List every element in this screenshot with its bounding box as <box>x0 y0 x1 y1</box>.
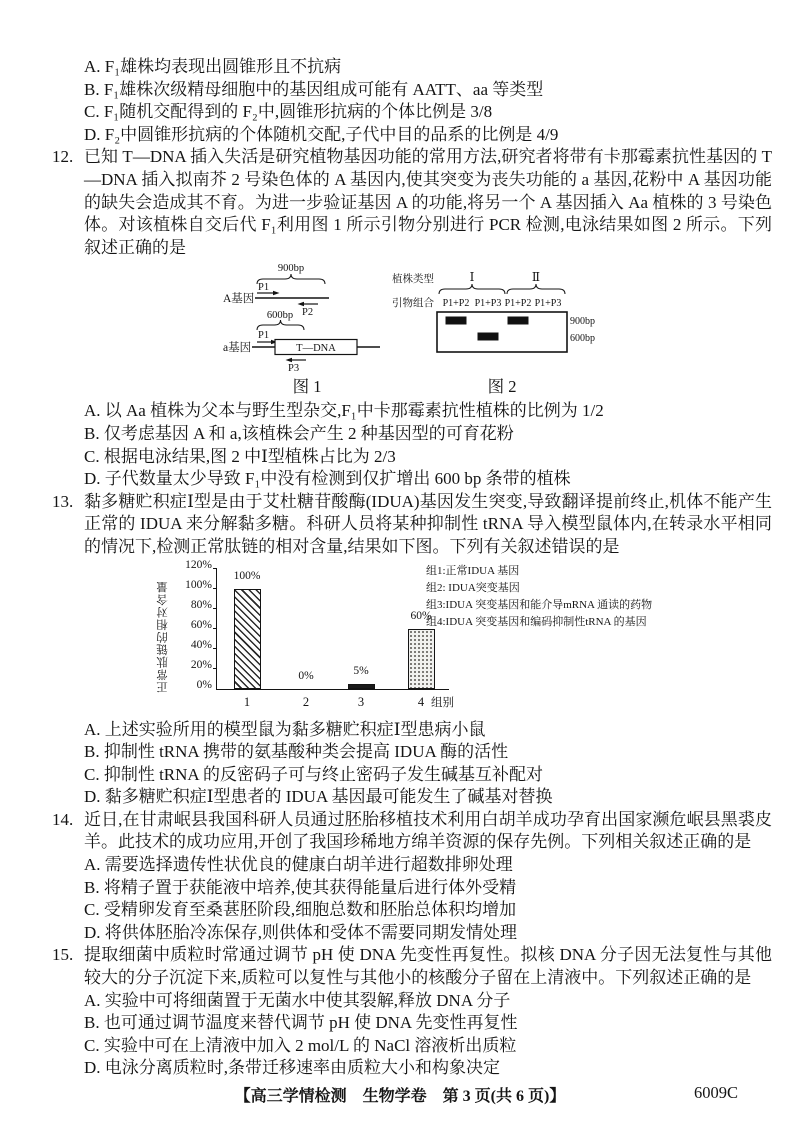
option-a: A. 上述实验所用的模型鼠为黏多糖贮积症Ⅰ型患病小鼠 <box>84 719 486 739</box>
legend-group-4: 组4:IDUA 突变基因和编码抑制性tRNA 的基因 <box>426 615 647 628</box>
question-body <box>84 809 772 945</box>
question-15 <box>52 944 772 1080</box>
question-number: 15. <box>52 945 74 965</box>
plant-type-2: Ⅱ <box>531 270 541 285</box>
option-c: C. 根据电泳结果,图 2 中Ⅰ型植株占比为 2/3 <box>84 446 396 466</box>
bar-value-label: 100% <box>233 569 261 582</box>
lane-3-label: P1+P2 <box>504 298 532 310</box>
chart-bar-group-4 <box>408 629 435 689</box>
x-category-label: 3 <box>357 694 365 709</box>
option-c: C. 抑制性 tRNA 的反密码子可与终止密码子发生碱基互补配对 <box>84 764 544 784</box>
option-d: D. 子代数量太少导致 F₁中没有检测到仅扩增出 600 bp 条带的植株 <box>84 469 571 489</box>
chart-bar-group-1 <box>234 589 261 689</box>
option-c: C. 受精卵发育至桑葚胚阶段,细胞总数和胚胎总体积均增加 <box>84 900 517 920</box>
question-14 <box>52 809 772 945</box>
gene-a-label: A基因 <box>223 293 255 306</box>
question-stem: 黏多糖贮积症Ⅰ型是由于艾杜糖苷酸酶(IDUA)基因发生突变,导致翻译提前终止,机体不能产生正常的 IDUA 来分解黏多糖。科研人员将某种抑制性 tRNA 导入模型鼠体内,在转录水平相同的情况下,检测正常肽链的相对含量,结果如下图。下列有关叙述错误的是 <box>84 491 772 556</box>
primer-p2-label: P2 <box>302 307 314 319</box>
y-tick-label: 80% <box>190 598 212 611</box>
gel-band <box>508 317 528 324</box>
y-tick <box>213 588 217 589</box>
t-dna-label: T—DNA <box>296 343 336 355</box>
option-b: B. 仅考虑基因 A 和 a,该植株会产生 2 种基因型的可育花粉 <box>84 423 514 443</box>
bar-value-label: 60% <box>410 609 432 622</box>
question-12 <box>52 146 772 259</box>
peptide-chart <box>52 558 772 715</box>
option-d: D. 电泳分离质粒时,条带迁移速率由质粒大小和构象决定 <box>84 1058 501 1078</box>
y-tick-label: 0% <box>196 678 212 691</box>
question-stem: 已知 T—DNA 插入失活是研究植物基因功能的常用方法,研究者将带有卡那霉素抗性基因的 T—DNA 插入拟南芥 2 号染色体的 A 基因内,使其突变为丧失功能的 a 基因,花粉中 A 基因功能的缺失会造成其不育。为进一步验证基因 A 的功能,将另一个 A 基因插入 Aa 植株的 3 号染色体。对该植株自交后代 F₁利用图 1 所示引物分别进行 PCR 检测,电泳结果如图 2 所示。下列叙述正确的是 <box>84 147 772 257</box>
primer-p1-arrowhead <box>273 291 280 295</box>
primer-p1-label-2: P1 <box>258 330 270 342</box>
option-d: D. 将供体胚胎冷冻保存,则供体和受体不需要同期发情处理 <box>84 922 518 942</box>
y-tick-label: 40% <box>190 638 212 651</box>
question-13-options <box>84 719 772 809</box>
y-tick-label: 20% <box>190 658 212 671</box>
brace-600bp <box>257 320 304 330</box>
bar-value-label: 0% <box>298 669 314 682</box>
y-tick-label: 100% <box>185 578 212 591</box>
y-tick <box>213 568 217 569</box>
chart-y-axis-label: 正常肽链的相对含量 <box>157 580 169 693</box>
question-number: 14. <box>52 809 74 829</box>
lane-1-label: P1+P2 <box>442 298 470 310</box>
primer-p1-label: P1 <box>258 282 270 294</box>
fragment-length-900bp: 900bp <box>277 263 305 275</box>
figures-row <box>52 262 772 398</box>
chart-plot <box>185 558 454 709</box>
option-b: B. 将精子置于获能液中培养,使其获得能量后进行体外受精 <box>84 877 517 897</box>
question-number: 12. <box>52 147 74 167</box>
x-category-label: 2 <box>302 694 310 709</box>
option-a: A. 需要选择遗传性状优良的健康白胡羊进行超数排卵处理 <box>84 855 513 875</box>
brace-type-1 <box>439 284 505 294</box>
option-b: B. 抑制性 tRNA 携带的氨基酸种类会提高 IDUA 酶的活性 <box>84 742 509 762</box>
legend-group-2: 组2: IDUA突变基因 <box>426 581 520 594</box>
figure-2 <box>392 262 612 398</box>
figure-2-caption: 图 2 <box>487 376 517 396</box>
option-a: A. 实验中可将细菌置于无菌水中使其裂解,释放 DNA 分子 <box>84 990 511 1010</box>
bar-value-label: 5% <box>353 664 369 677</box>
brace-type-2 <box>507 284 565 294</box>
figure-1 <box>222 262 392 398</box>
plant-type-1: Ⅰ <box>469 270 475 285</box>
question-13 <box>52 491 772 559</box>
option-c: C. F₁随机交配得到的 F₂中,圆锥形抗病的个体比例是 3/8 <box>84 102 493 122</box>
x-category-label: 1 <box>243 694 251 709</box>
chart-x-axis-label: 组别 <box>431 696 454 709</box>
paper-code: 6009C <box>693 1083 738 1102</box>
lane-4-label: P1+P3 <box>534 298 562 310</box>
marker-900bp: 900bp <box>570 316 595 328</box>
option-c: C. 实验中可在上清液中加入 2 mol/L 的 NaCl 溶液析出质粒 <box>84 1035 517 1055</box>
primer-p3-arrowhead <box>286 358 293 362</box>
gel-band <box>446 317 466 324</box>
y-tick <box>213 668 217 669</box>
primer-p3-label: P3 <box>288 363 300 373</box>
primer-combo-label: 引物组合 <box>392 298 434 310</box>
option-a: A. F₁雄株均表现出圆锥形且不抗病 <box>84 57 342 76</box>
y-tick-label: 120% <box>185 558 212 571</box>
legend-group-3: 组3:IDUA 突变基因和能介导mRNA 通读的药物 <box>426 598 653 611</box>
legend-group-1: 组1:正常IDUA 基因 <box>426 564 520 577</box>
option-b: B. F₁雄株次级精母细胞中的基因组成可能有 AATT、aa 等类型 <box>84 79 544 99</box>
marker-600bp: 600bp <box>570 333 595 345</box>
x-category-label: 4 <box>417 694 425 709</box>
question-body <box>84 944 772 1080</box>
gel-electrophoresis-diagram <box>392 268 612 356</box>
plant-type-label: 植株类型 <box>392 274 434 286</box>
figure-1-caption: 图 1 <box>292 376 322 396</box>
gene-a-mutant-label: a基因 <box>223 342 252 355</box>
option-d: D. F₂中圆锥形抗病的个体随机交配,子代中目的品系的比例是 4/9 <box>84 124 559 144</box>
y-tick <box>213 608 217 609</box>
page-footer <box>0 1083 800 1105</box>
gel-band <box>478 333 498 340</box>
option-d: D. 黏多糖贮积症Ⅰ型患者的 IDUA 基因最可能发生了碱基对替换 <box>84 787 553 807</box>
question-number: 13. <box>52 491 74 511</box>
question-11-options <box>84 56 772 146</box>
lane-2-label: P1+P3 <box>474 298 502 310</box>
question-stem: 近日,在甘肃岷县我国科研人员通过胚胎移植技术利用白胡羊成功孕育出国家濒危岷县黑裘皮羊。此技术的成功应用,开创了我国珍稀地方绵羊资源的保存先例。下列相关叙述正确的是 <box>84 809 772 852</box>
y-tick <box>213 648 217 649</box>
y-tick-label: 60% <box>190 618 212 631</box>
option-a: A. 以 Aa 植株为父本与野生型杂交,F₁中卡那霉素抗性植株的比例为 1/2 <box>84 401 604 421</box>
pcr-primer-diagram <box>222 262 392 372</box>
chart-bar-group-3 <box>348 684 375 689</box>
y-tick <box>213 628 217 629</box>
chart-legend <box>426 563 652 631</box>
option-b: B. 也可通过调节温度来替代调节 pH 使 DNA 先变性再复性 <box>84 1013 518 1033</box>
primer-p2-arrowhead <box>298 302 305 306</box>
question-12-options <box>84 400 772 490</box>
page-content <box>52 56 772 1080</box>
fragment-length-600bp: 600bp <box>266 310 294 322</box>
footer-title: 【高三学情检测 生物学卷 第 3 页(共 6 页)】 <box>234 1088 566 1105</box>
question-stem: 提取细菌中质粒时常通过调节 pH 使 DNA 先变性再复性。拟核 DNA 分子因无法复性与其他较大的分子沉淀下来,质粒可以复性与其他小的核酸分子留在上清液中。下列叙述正确的是 <box>84 945 772 988</box>
